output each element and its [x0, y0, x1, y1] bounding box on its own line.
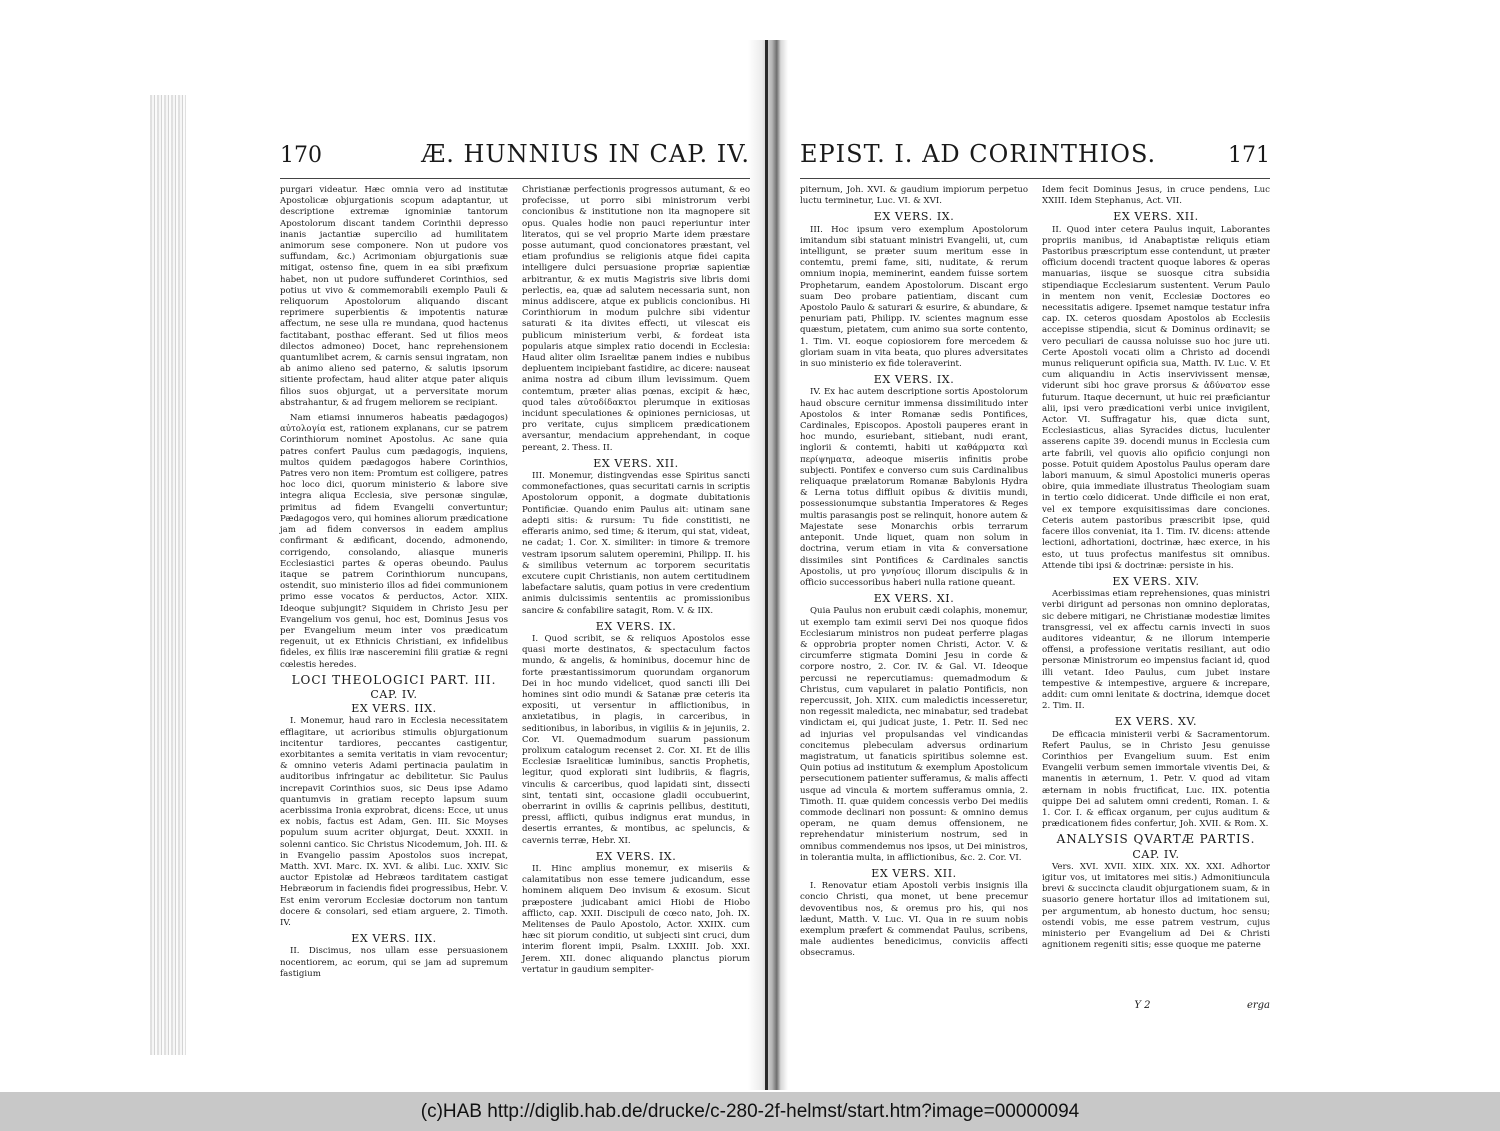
left-page-header — [280, 140, 750, 179]
section-heading: EX VERS. IX. — [595, 849, 677, 863]
left-page — [280, 140, 750, 1040]
text-paragraph: II. Quod inter cetera Paulus inquit, Laborantes propriis manibus, id Anabaptistæ reliquis etiam Pastoribus præscriptum esse contendunt, ut præter officium docendi tractent quoque labores & operas manuarias, iisque se suosque citra subsidia stipendiaque Ecclesiarum sustentent. Verum Paulo in mentem non venit, Ecclesiæ Doctores eo necessitatis adigere. Ipsemet namque testatur infra cap. IX. ceteros quosdam Apostolos ab Ecclesiis accepisse stipendia, sicut & Dominus ordinavit; se vero peculiari de caussa noluisse suo hoc jure uti. Certe Apostoli vocati olim a Christo ad docendi munus reliquerunt opificia sua, Matth. IV. Luc. V. Et cum aliquandiu in Actis inservivissent mensæ, viderunt sibi hoc grave prorsus & ἀδύνατον esse futurum. Itaque decernunt, ut huic rei præficiantur alii, ipsi vero prædicationi verbi unice invigilent, Actor. VI. Suffragatur his, quæ dicta sunt, Ecclesiasticus, alias Syracides dictus, luculenter asserens capite 39. docendi munus in Ecclesia cum arte fabrili, vel quovis alio opificio conjungi non posse. Potuit quidem Apostolus Paulus operam dare labori manuum, & simul Apostolici muneris operas obire, quia immediate illustratus Theologiam suam in tertio cœlo didicerat. Unde difficile ei non erat, vel ex tempore exquisitissimas dare conciones. Ceteris autem pastoribus præscribit ipse, quid facere illos conveniat, ita 1. Tim. IV. dicens: attende lectioni, adhortationi, doctrinæ, hæc exerce, in his esto, ut tuus profectus manifestus sit omnibus. Attende tibi ipsi & doctrinæ: persiste in his. — [1042, 224, 1270, 571]
section-heading: EX VERS. XII. — [1113, 210, 1199, 224]
section-heading: EX VERS. XII. — [593, 456, 679, 470]
text-paragraph: Quia Paulus non erubuit cædi colaphis, monemur, ut exemplo tam eximii servi Dei nos quoque fidos Ecclesiarum ministros non pudeat perferre plagas & opprobria propter nomen Christi, Actor. V. & circumferre stigmata Domini Jesu in corde & corpore nostro, 2. Cor. IV. & Gal. VI. Ideoque percussi ne repercutiamus: quemadmodum & Christus, cum vapularet in palatio Pontificis, non repercussit, Joh. XIIX. cum maledictis incesseretur, non regessit maledicta, nec minabatur, sed tradebat vindictam ei, qui judicat juste, 1. Petr. II. Sed nec ad injurias vel propulsandas vel vindicandas concitemus plebeculam adversus ordinarium magistratum, ut fanaticis spiritibus solemne est. Quin potius ad institutum & exemplum Apostolicum persecutionem patienter sufferamus, & malis affecti usque ad vincula & mortem sufferamus omnia, 2. Timoth. II. quæ quidem concessis verbo Dei mediis commode declinari non possunt: & omnino demus operam, ne quam demus offensionem, ne reprehendatur ministerium nostrum, sed in omnibus commendemus nos ipsos, ut Dei ministros, in tolerantia multa, in afflictionibus, &c. 2. Cor. VI. — [800, 606, 1028, 863]
text-paragraph: piternum, Joh. XVI. & gaudium impiorum perpetuo luctu terminetur, Luc. VI. & XVI. — [800, 185, 1028, 207]
left-column-1 — [280, 185, 508, 984]
section-heading: LOCI THEOLOGICI PART. III. — [291, 672, 497, 687]
left-running-title: Æ. HUNNIUS IN CAP. IV. — [421, 140, 750, 168]
text-paragraph: Nam etiamsi innumeros habeatis pædagogos) αὐτολογία est, rationem explanans, cur se patrem Corinthiorum nominet Apostolus. Ac sane quia patres confert Paulus cum pædagogis, inquiens, multos quidem pædagogos habere Corinthios, Patres vero non item: Promtum est colligere, patres hoc loco dici, quorum ministerio & labore sive integra aliqua Ecclesia, sive personæ singulæ, primitus ad fidem Evangelii convertuntur; Pædagogos vero, qui homines aliorum prædicatione jam ad fidem conversos in eadem amplius confirmant & ædificant, docendo, admonendo, corrigendo, consolando, aliasque muneris Ecclesiastici partes & operas obeundo. Paulus itaque se patrem Corinthiorum nuncupans, ostendit, suo ministerio illos ad fidei communionem primo esse vocatos & perductos, Actor. XIIX. Ideoque subjungit? Siquidem in Christo Jesu per Evangelium vos genui, hoc est, Dominus Jesus vos per Evangelium meum inter vos prædicatum regenuit, ut ex Ethnicis Christiani, ex infidelibus fideles, ex filiis iræ nasceremini filii gratiæ & regni cœlestis heredes. — [280, 413, 508, 670]
text-paragraph: I. Renovatur etiam Apostoli verbis insignis illa concio Christi, qua monet, ut bene precemur devoventibus nos, & oremus pro his, qui nos lædunt, Matth. V. Luc. VI. Qua in re suum nobis exemplum præfert & commendat Paulus, scribens, male audientes benedicimus, conviciis affecti obsecramus. — [800, 881, 1028, 959]
text-paragraph: Vers. XVI. XVII. XIIX. XIX. XX. XXI. Adhortor igitur vos, ut imitatores mei sitis.) Admonitiuncula brevi & succincta claudit objurgationem suam, & in suasorio genere hortatur illos ad imitationem sui, per argumentum, ab honesto ductum, hoc sensu; ostendi vobis, me esse patrem vestrum, cujus ministerio per Evangelium ad Dei & Christi agnitionem regeniti sitis; esse quoque me paterne — [1042, 861, 1270, 951]
page-edge-shadow — [150, 95, 186, 1055]
text-paragraph: Christianæ perfectionis progressos autumant, & eo profecisse, ut porro sibi ministrorum verbi concionibus & institutione non ita magnopere sit opus. Quales hodie non pauci reperiuntur inter literatos, qui se vel proprio Marte idem præstare posse autumant, quod concionatores præstant, vel etiam profundius se religionis atque fidei capita intelligere dulci persuasione propriæ sapientiæ arbitrantur, & ex mutis Magistris sive libris domi perlectis, ea, quæ ad salutem necessaria sunt, non minus addiscere, atque ex publicis concionibus. Hi Corinthiorum in modum pulchre sibi videntur saturati & ita divites effecti, ut vilescat eis publicum ministerium verbi, & fordeat ista popularis atque simplex ratio docendi in Ecclesia: Haud aliter olim Israelitæ panem indies e nubibus depluentem incipiebant fastidire, ac dicere: nauseat anima nostra ad cibum illum levissimum. Quem contemtum, præter alias pœnas, excipit & hæc, quod tales αὐτοδίδακτοι plerumque in exitiosas incidunt speculationes & opiniones perniciosas, ut pro veritate, cujus simplicem prædicationem aversantur, mendacium apprehendant, in coque pereant, 2. Thess. II. — [522, 185, 750, 453]
catchword: erga — [1246, 1000, 1270, 1011]
text-paragraph: III. Monemur, distingvendas esse Spiritus sancti commonefactiones, quas securitati carnis in scriptis Apostolorum opponit, a dogmate dubitationis Pontificiæ. Quando enim Paulus ait: utinam sane adepti sitis: & rursum: Tu fide constitisti, ne efferaris animo, sed time; & iterum, qui stat, videat, ne cadat; 1. Cor. X. similiter: in timore & tremore vestram ipsorum salutem operemini, Philipp. II. his & similibus veternum ac torporem securitatis excutere cupit Christianis, non autem certitudinem labefactare salutis, quam potius in vere credentium animis dulcissimis sententiis ac promissionibus sancire & confabilire satagit, Rom. V. & IIX. — [522, 471, 750, 616]
section-heading: CAP. IV. — [370, 687, 418, 701]
text-paragraph: II. Discimus, nos ullam esse persuasionem nocentiorem, ac eorum, qui se jam ad supremum fastigium — [280, 946, 508, 979]
right-page-columns — [800, 185, 1270, 964]
text-paragraph: I. Quod scribit, se & reliquos Apostolos esse quasi morte destinatos, & spectaculum factos mundo, & angelis, & hominibus, docemur hinc de forte præstantissimorum quorundam organorum Dei in hoc mundo videlicet, quod sancti illi Dei homines sint odio mundi & Satanæ præ ceteris ita expositi, ut versentur in afflictionibus, in anxietatibus, in plagis, in carceribus, in seditionibus, in laboribus, in vigiliis & in jejuniis, 2. Cor. VI. Quemadmodum suarum passionum prolixum catalogum recenset 2. Cor. XI. Et de illis Ecclesiæ Israeliticæ luminibus, sanctis Prophetis, legitur, quod explorati sint ludibriis, & flagris, vinculis & carceribus, quod lapidati sint, dissecti sint, tentati sint, occasione gladii occubuerint, oberrarint in ovillis & caprinis pellibus, destituti, pressi, afflicti, quibus indignus erat mundus, in desertis errantes, & montibus, ac speluncis, & cavernis terræ, Hebr. XI. — [522, 633, 750, 846]
section-heading: EX VERS. XV. — [1114, 715, 1198, 729]
right-column-2 — [1042, 185, 1270, 964]
source-credit-text[interactable]: (c)HAB http://diglib.hab.de/drucke/c-280-2f-helmst/start.htm?image=00000094 — [420, 1100, 1080, 1122]
section-heading: CAP. IV. — [1132, 847, 1180, 861]
text-paragraph: purgari videatur. Hæc omnia vero ad institutæ Apostolicæ objurgationis scopum adaptantur, ut descriptione extremæ ignominiæ tantorum Apostolorum discant tandem Corinthii depresso inanis jactantiæ supercilio ad humilitatem animorum sese componere. Non ut pudore vos suffundam, &c.) Acrimoniam objurgationis suæ mitigat, ostenso fine, quem in ea sibi præfixum habet, non ut pudore suffunderet Corinthios, sed potius ut vivo & commemorabili exemplo Pauli & reliquorum Apostolorum aliquando discant reprimere superbientis & impotentis naturæ affectum, ne sese ulla re mundana, quod hactenus factitabant, posthac efferant. Sed ut filios meos dilectos admoneo) Docet, hanc reprehensionem quantumlibet acrem, & carnis sensui ingratam, non ab animo alieno sed paterno, & salutis ipsorum sitiente profectam, haud aliter atque pater aliquis filios suos objurgat, ut a perversitate morum abstrahantur, & ad frugem meliorem se recipiant. — [280, 185, 508, 408]
book-gutter — [748, 40, 788, 1090]
section-heading: EX VERS. XIV. — [1112, 574, 1200, 588]
gutter-fold-line — [765, 40, 768, 1090]
section-heading: EX VERS. IIX. — [351, 932, 437, 946]
text-paragraph: De efficacia ministerii verbi & Sacramentorum. Refert Paulus, se in Christo Jesu genuisse Corinthios per Evangelium suum. Est enim Evangelii verbum semen immortale viventis Dei, & manentis in æternum, 1. Petr. V. quod ad vitam æternam in nobis fructificat, Luc. IIX. potentia quippe Dei ad salutem omni credenti, Roman. I. & 1. Cor. I. & efficax organum, per cujus auditum & prædicationem fides confertur, Joh. XVII. & Rom. X. — [1042, 729, 1270, 830]
section-heading: EX VERS. XI. — [873, 592, 955, 606]
text-paragraph: III. Hoc ipsum vero exemplum Apostolorum imitandum sibi statuant ministri Evangelii, ut, cum intelligunt, se præter suum meritum esse in contemtu, premi fame, siti, nuditate, & rerum omnium inopia, meminerint, eandem fuisse sortem Prophetarum, eandem Apostolorum. Discant ergo suam Deo probare patientiam, discant cum Apostolo Paulo & saturari & esurire, & abundare, & penuriam pati, Philipp. IV. scientes magnum esse quæstum, pietatem, cum animo sua sorte contento, 1. Tim. VI. eoque copiosiorem fore mercedem & gloriam suam in vita beata, quo plures adversitates in suo ministerio ex fide toleraverint. — [800, 224, 1028, 370]
page-footer-marks — [1134, 1000, 1270, 1011]
signature-mark: Y 2 — [1134, 1000, 1151, 1011]
left-page-columns — [280, 185, 750, 984]
right-page-header — [800, 140, 1270, 179]
right-page-number: 171 — [1228, 143, 1270, 168]
text-paragraph: I. Monemur, haud raro in Ecclesia necessitatem efflagitare, ut acrioribus stimulis objurgationum incitentur tardiores, peccantes castigentur, exorbitantes a semita veritatis in viam revocentur; & omnino veteris Adami pertinacia paulatim in auditoribus infringatur ac debilitetur. Sic Paulus increpavit Corinthios suos, sic Deus ipse Adamo quantumvis in gratiam recepto lapsum suum acerbissima Ironia exprobrat, dicens: Ecce, ut unus ex nobis, factus est Adam, Gen. III. Sic Moyses populum suum acriter objurgat, Deut. XXXII. in solenni cantico. Sic Christus Nicodemum, Joh. III. & in Evangelio passim Apostolos suos increpat, Matth. XVI. Marc. IX. XVI. & alibi. Luc. XXIV. Sic auctor Epistolæ ad Hebræos tarditatem castigat Hebræorum in faciendis fidei progressibus, Hebr. V. Est enim verorum Ecclesiæ doctorum non tantum docere & consolari, sed etiam arguere, 2. Timoth. IV. — [280, 716, 508, 928]
section-heading: EX VERS. IX. — [595, 619, 677, 633]
text-paragraph: IV. Ex hac autem descriptione sortis Apostolorum haud obscure cernitur immensa dissimilitudo inter Apostolos & inter Romanæ sedis Pontifices, Cardinales, Episcopos. Apostoli pauperes erant in hoc mundo, esuriebant, sitiebant, nudi erant, inglorii & contemti, habiti ut καθάρματα καὶ περίψηματα, adeoque miseriis infinitis probe subjecti. Pontifex e converso cum suis Cardinalibus reliquaque prælatorum Romanæ Babylonis Hydra & Lerna totus diffluit opibus & divitiis mundi, possessionumque substantia Imperatores & Reges multis parasangis post se relinquit, honore autem & Majestate sese Monarchis orbis terrarum anteponit. Unde liquet, quam non solum in doctrina, verum etiam in vita & conversatione dissimiles sint Pontifices & Cardinales sanctis Apostolis, ut pro γνησίους illorum discipulis & in officio successoribus haberi nulla ratione queant. — [800, 387, 1028, 588]
section-heading: EX VERS. XII. — [871, 866, 957, 880]
text-paragraph: Acerbissimas etiam reprehensiones, quas ministri verbi dirigunt ad personas non omnino deploratas, sic debere mitigari, ne Christianæ modestiæ limites transgressi, vel ex affectu carnis invecti in suos auditores videantur, & ne illorum intemperie offensi, a professione veritatis resiliant, aut odio personæ Ministrorum eo impensius faciant id, quod illi vetant. Ideo Paulus, cum jubet instare tempestive & intempestive, arguere & increpare, addit: cum omni lenitate & doctrina, idemque docet 2. Tim. II. — [1042, 589, 1270, 712]
section-heading: EX VERS. IX. — [873, 373, 955, 387]
text-paragraph: II. Hinc amplius monemur, ex miseriis & calamitatibus non esse temere judicandum, esse hominem aliquem Deo invisum & exosum. Sicut præpostere judicabant amici Hiobi de Hiobo afflicto, cap. XXII. Discipuli de cœco nato, Joh. IX. Melitenses de Paulo Apostolo, Actor. XXIIX. cum hæc sit piorum conditio, ut subjecti sint cruci, dum interim florent impii, Psalm. LXXIII. Job. XXI. Jerem. XII. donec aliquando planctus piorum vertatur in gaudium sempiter- — [522, 863, 750, 975]
section-heading: EX VERS. IIX. — [351, 702, 437, 716]
section-heading: ANALYSIS QVARTÆ PARTIS. — [1056, 832, 1256, 847]
source-footer — [0, 1092, 1500, 1131]
left-page-number: 170 — [280, 143, 322, 168]
section-heading: EX VERS. IX. — [873, 210, 955, 224]
right-column-1 — [800, 185, 1028, 964]
left-column-2 — [522, 185, 750, 984]
right-page — [800, 140, 1270, 1040]
text-paragraph: Idem fecit Dominus Jesus, in cruce pendens, Luc XXIII. Idem Stephanus, Act. VII. — [1042, 185, 1270, 207]
right-running-title: EPIST. I. AD CORINTHIOS. — [800, 140, 1157, 168]
